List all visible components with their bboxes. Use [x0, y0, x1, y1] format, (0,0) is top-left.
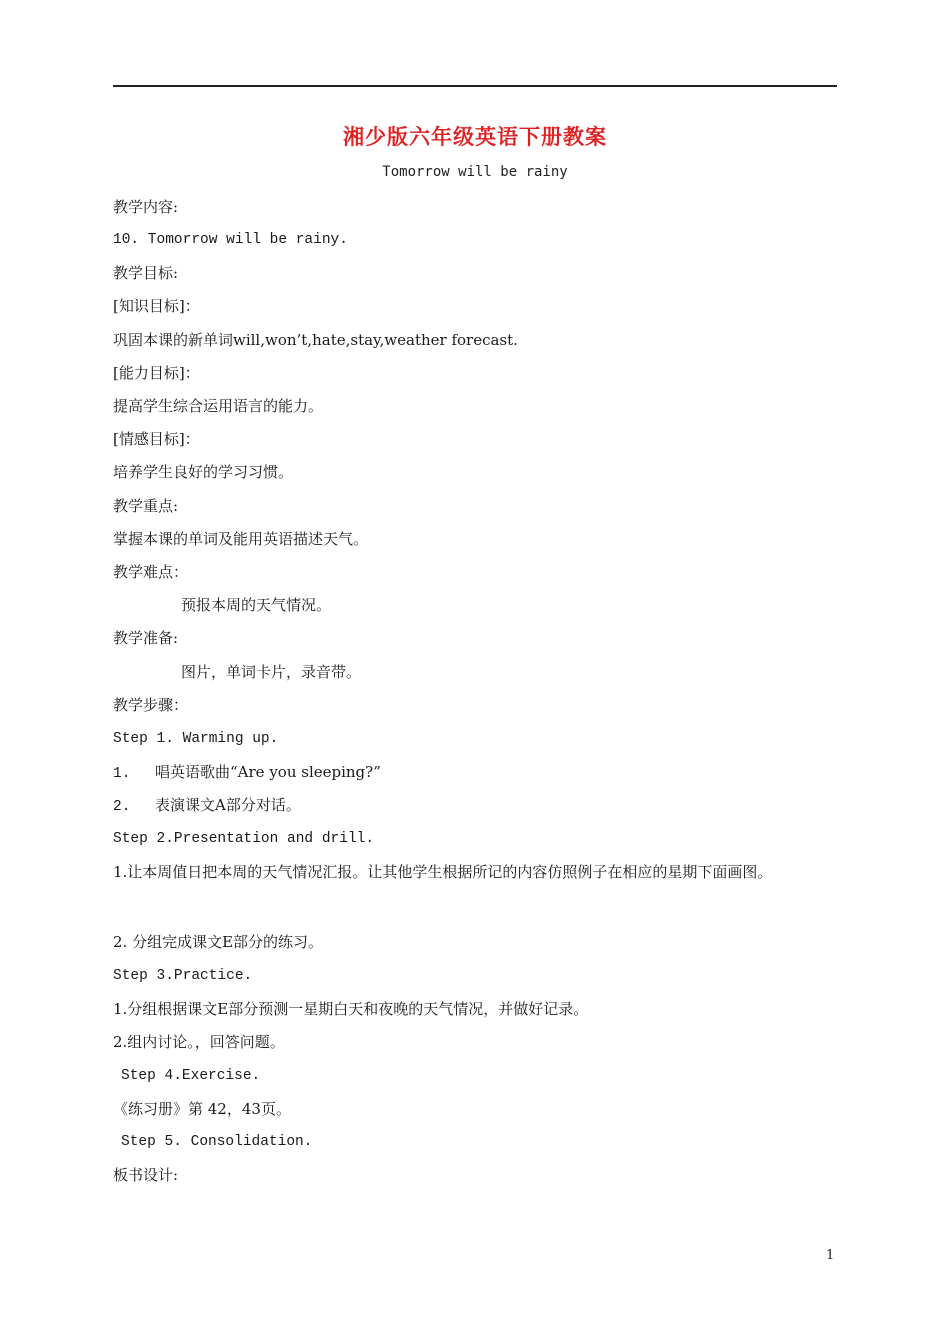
- item-text: 表演课文A部分对话。: [155, 796, 301, 814]
- ability-text: 提高学生综合运用语言的能力。: [113, 397, 324, 415]
- step-4-heading: Step 4.Exercise.: [121, 1068, 261, 1084]
- section-heading-difficulties: 教学难点：: [113, 563, 189, 581]
- step-5-heading: Step 5. Consolidation.: [121, 1134, 313, 1150]
- section-heading-objectives: 教学目标:: [113, 264, 179, 282]
- document-subtitle: Tomorrow will be rainy: [382, 164, 568, 180]
- lesson-name: 10. Tomorrow will be rainy.: [113, 232, 348, 248]
- step-3-item-1: 1.分组根据课文E部分预测一星期白天和夜晚的天气情况，并做好记录。: [113, 1000, 589, 1018]
- subheading-knowledge: [知识目标]：: [113, 297, 200, 315]
- header-rule: [113, 85, 837, 87]
- step-3-heading: Step 3.Practice.: [113, 968, 253, 984]
- emotion-text: 培养学生良好的学习习惯。: [113, 463, 294, 481]
- subheading-ability: [能力目标]：: [113, 364, 200, 382]
- item-number: 1.: [113, 766, 131, 782]
- section-heading-steps: 教学步骤：: [113, 696, 189, 714]
- step-2-item-2: 2. 分组完成课文E部分的练习。: [113, 933, 324, 951]
- subheading-emotion: [情感目标]：: [113, 430, 200, 448]
- section-heading-key-points: 教学重点:: [113, 497, 179, 515]
- key-points-text: 掌握本课的单词及能用英语描述天气。: [113, 530, 369, 548]
- document-title: 湘少版六年级英语下册教案: [343, 125, 607, 149]
- item-number: 2.: [113, 799, 131, 815]
- step-1-heading: Step 1. Warming up.: [113, 731, 279, 747]
- page-number: 1: [826, 1248, 835, 1263]
- preparation-text: 图片，单词卡片，录音带。: [181, 663, 362, 681]
- step-4-text: 《练习册》第 42，43页。: [113, 1100, 291, 1118]
- step-1-item-2: [113, 795, 301, 817]
- section-heading-board-design: 板书设计:: [113, 1166, 179, 1184]
- step-2-item-1: 1.让本周值日把本周的天气情况汇报。让其他学生根据所记的内容仿照例子在相应的星期下面画图。: [113, 863, 773, 881]
- step-1-item-1: [113, 762, 381, 784]
- step-3-item-2: 2.组内讨论。，回答问题。: [113, 1033, 285, 1051]
- difficulties-text: 预报本周的天气情况。: [181, 596, 332, 614]
- section-heading-preparation: 教学准备:: [113, 629, 179, 647]
- section-heading-content: 教学内容:: [113, 198, 179, 216]
- step-2-heading: Step 2.Presentation and drill.: [113, 831, 375, 847]
- knowledge-text: 巩固本课的新单词will,won’t,hate,stay,weather forecast.: [113, 331, 518, 349]
- item-text: 唱英语歌曲“Are you sleeping?”: [155, 763, 381, 781]
